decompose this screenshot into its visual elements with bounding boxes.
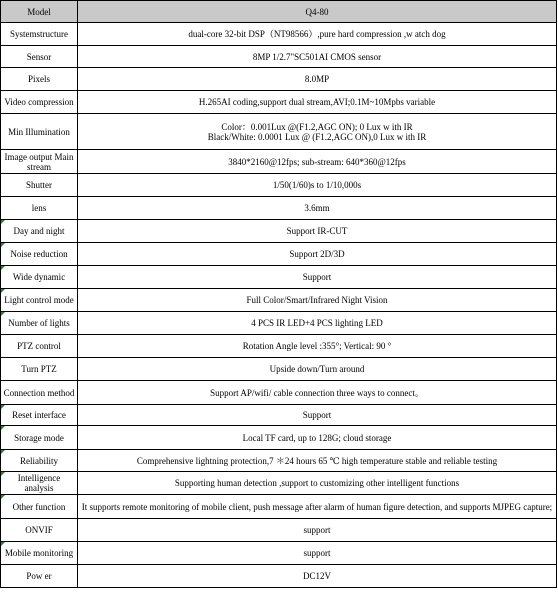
spec-value: H.265AI coding,support dual stream,AVI;0.1M~10Mpbs variable [198, 97, 436, 107]
table-row [1, 266, 557, 289]
spec-value: 3840*2160@12fps; sub-stream: 640*360@12fps [228, 156, 406, 167]
cell-marker-icon [1, 289, 5, 293]
table-row [1, 542, 557, 565]
spec-value: 4 PCS IR LED+4 PCS lighting LED [251, 318, 383, 328]
spec-label-cell [1, 197, 78, 220]
spec-label-cell [1, 426, 78, 450]
spec-label-cell [1, 450, 78, 472]
spec-label: Video compression [4, 97, 74, 107]
table-row [1, 335, 557, 358]
spec-value-cell [78, 114, 557, 150]
spec-value-cell [78, 312, 557, 335]
spec-label: Other function [12, 501, 66, 512]
spec-value-cell [78, 358, 557, 381]
spec-value-cell [78, 495, 557, 519]
spec-label-cell [1, 312, 78, 335]
spec-value-cell [78, 91, 557, 114]
cell-marker-icon [1, 243, 5, 247]
spec-value: support [303, 548, 331, 558]
spec-label: Number of lights [8, 318, 70, 328]
spec-value: Supporting human detection ,support to customizing other intelligent functions [174, 478, 460, 488]
spec-label: Turn PTZ [21, 364, 57, 374]
spec-label: Noise reduction [10, 249, 68, 259]
table-header-row [1, 1, 557, 23]
table-row [1, 495, 557, 519]
spec-label: Image output Main stream [4, 151, 74, 172]
spec-label: Connection method [3, 387, 75, 398]
spec-label: Min Illumination [8, 126, 70, 137]
table-row [1, 243, 557, 266]
table-row [1, 174, 557, 197]
spec-value-cell [78, 381, 557, 405]
spec-label-cell [1, 266, 78, 289]
spec-value: Rotation Angle level :355°; Vertical: 90 ° [242, 341, 392, 351]
spec-label-cell [1, 542, 78, 565]
spec-table-body [1, 1, 557, 588]
spec-label-cell [1, 150, 78, 174]
spec-value-cell [78, 68, 557, 91]
spec-label-cell [1, 220, 78, 243]
cell-marker-icon [1, 426, 5, 430]
spec-label-cell [1, 335, 78, 358]
spec-value-cell [78, 150, 557, 174]
spec-label: PTZ control [17, 341, 61, 351]
spec-value-cell [78, 472, 557, 495]
spec-value: dual-core 32-bit DSP（NT98566）,pure hard compression ,w atch dog [188, 29, 446, 39]
table-row [1, 289, 557, 312]
spec-value-cell [78, 23, 557, 46]
spec-label: Mobile monitoring [4, 548, 74, 558]
spec-label: Pixels [27, 74, 50, 84]
table-row [1, 405, 557, 426]
spec-label: lens [31, 203, 47, 213]
spec-label-cell [1, 243, 78, 266]
spec-value: Local TF card, up to 128G; cloud storage [242, 432, 392, 443]
cell-marker-icon [1, 266, 5, 270]
spec-label-cell [1, 519, 78, 542]
cell-marker-icon [1, 312, 5, 316]
spec-value: Comprehensive lightning protection,7 ＊24 hours 65 ℃ high temperature stable and reliable testing [136, 455, 498, 466]
spec-label-cell [1, 381, 78, 405]
spec-value-cell [78, 220, 557, 243]
spec-label-cell [1, 174, 78, 197]
cell-marker-icon [1, 405, 5, 409]
table-row [1, 358, 557, 381]
spec-value-cell [78, 542, 557, 565]
cell-marker-icon [1, 450, 5, 454]
table-row [1, 472, 557, 495]
spec-value-cell [78, 289, 557, 312]
table-row [1, 150, 557, 174]
spec-label-cell [1, 289, 78, 312]
table-row [1, 114, 557, 150]
spec-value-cell [78, 405, 557, 426]
spec-label-cell [1, 68, 78, 91]
spec-value: 1/50(1/60)s to 1/10,000s [272, 180, 362, 190]
spec-value: Support [302, 410, 332, 420]
cell-marker-icon [1, 220, 5, 224]
spec-label: Light control mode [4, 295, 74, 305]
spec-label: Day and night [13, 226, 65, 236]
spec-label-cell [1, 405, 78, 426]
spec-value: Full Color/Smart/Infrared Night Vision [246, 295, 388, 305]
table-row [1, 312, 557, 335]
table-row [1, 426, 557, 450]
spec-label-cell [1, 565, 78, 588]
spec-label-cell [1, 358, 78, 381]
table-row [1, 46, 557, 68]
spec-label-cell [1, 23, 78, 46]
spec-label: Shutter [26, 180, 52, 190]
spec-value-cell [78, 519, 557, 542]
spec-value-cell [78, 243, 557, 266]
spec-value: 8.0MP [304, 74, 330, 84]
spec-value-cell [78, 174, 557, 197]
table-row [1, 68, 557, 91]
table-row [1, 450, 557, 472]
spec-label: Storage mode [14, 432, 64, 443]
table-row [1, 23, 557, 46]
cell-marker-icon [1, 495, 5, 499]
spec-label: Systemstructure [10, 29, 68, 39]
table-row [1, 519, 557, 542]
spec-value: 3.6mm [304, 203, 330, 213]
spec-value-cell [78, 335, 557, 358]
spec-value: support [303, 525, 331, 535]
table-row [1, 197, 557, 220]
table-row [1, 220, 557, 243]
spec-value: Support [302, 272, 332, 282]
spec-label: Sensor [26, 51, 52, 62]
table-row [1, 565, 557, 588]
spec-value: Support IR-CUT [286, 226, 348, 236]
spec-value: Support 2D/3D [289, 249, 345, 259]
spec-value: Color：0.001Lux @(F1.2,AGC ON); 0 Lux w ith IR Black/White: 0.0001 Lux @ (F1.2,AGC ON),0 Lux w ith IR [207, 121, 427, 142]
spec-value-cell [78, 450, 557, 472]
spec-value-cell [78, 266, 557, 289]
spec-label: Reset interface [12, 410, 66, 420]
spec-value: It supports remote monitoring of mobile client, push message after alarm of human figure detection, and supports MJPEG capture; [81, 501, 553, 512]
spec-value: DC12V [302, 571, 331, 581]
spec-value-cell [78, 426, 557, 450]
cell-marker-icon [1, 542, 5, 546]
spec-label: Wide dynamic [12, 272, 66, 282]
spec-label-cell [1, 472, 78, 495]
spec-label: Intelligence analysis [17, 473, 61, 493]
table-row [1, 381, 557, 405]
cell-marker-icon [1, 472, 5, 476]
spec-label: Reliability [20, 455, 58, 466]
spec-value-cell [78, 46, 557, 68]
spec-label-cell [1, 91, 78, 114]
spec-value: Support AP/wifi/ cable connection three ways to connect。 [210, 387, 424, 398]
spec-value: Upside down/Turn around [269, 364, 365, 374]
spec-value-cell [78, 565, 557, 588]
table-row [1, 91, 557, 114]
spec-value-cell [78, 197, 557, 220]
header-value-cell: Q4-80 [78, 1, 557, 23]
spec-label-cell [1, 46, 78, 68]
spec-label-cell [1, 114, 78, 150]
spec-label: ONVIF [25, 525, 53, 535]
spec-value: 8MP 1/2.7"SC501AI CMOS sensor [252, 51, 382, 62]
spec-label: Pow er [26, 571, 52, 581]
header-label-cell: Model [1, 1, 78, 23]
spec-label-cell [1, 495, 78, 519]
